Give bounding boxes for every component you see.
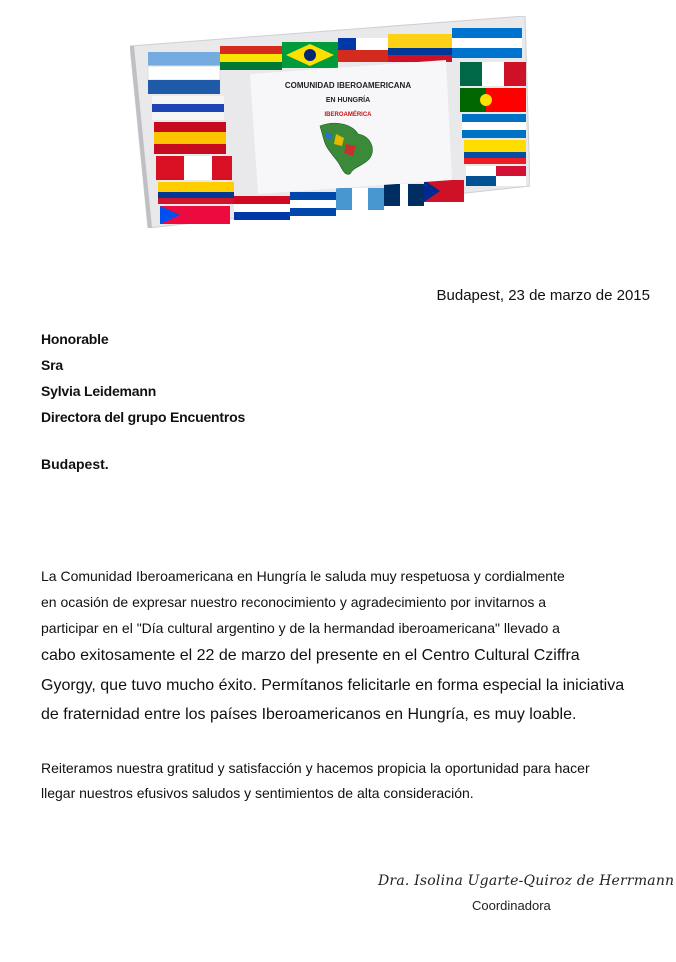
banner-title-line2: EN HUNGRÍA [325, 97, 371, 104]
paragraph-line: cabo exitosamente el 22 de marzo del presente en el Centro Cultural Cziffra [41, 647, 580, 664]
banner-title-line1: COMUNIDAD IBEROAMERICANA [284, 81, 412, 90]
addressee-line: Sra [41, 357, 63, 373]
paragraph-line: Reiteramos nuestra gratitud y satisfacción y hacemos propicia la oportunidad para hacer [41, 760, 590, 776]
addressee-line: Sylvia Leidemann [41, 383, 157, 399]
addressee-block [41, 326, 245, 430]
addressee-city: Budapest. [41, 456, 109, 472]
signature-name: Dra. Isolina Ugarte-Quiroz de Herrmann [378, 873, 675, 889]
flag-strip-right [460, 62, 526, 186]
paragraph-line: participar en el "Día cultural argentino y de la hermandad iberoamericana" llevado a [41, 620, 560, 636]
banner-center-card [250, 60, 452, 194]
paragraph-line: en ocasión de expresar nuestro reconocimiento y agradecimiento por invitarnos a [41, 594, 547, 610]
addressee-line: Directora del grupo Encuentros [41, 409, 246, 425]
paragraph-line: La Comunidad Iberoamericana en Hungría le saluda muy respetuosa y cordialmente [41, 568, 565, 584]
banner-subtitle: IBEROAMÉRICA [324, 112, 372, 118]
addressee-line: Honorable [41, 331, 109, 347]
iberoamerica-flags-banner [130, 16, 530, 228]
paragraph-line: Gyorgy, que tuvo mucho éxito. Permítanos felicitarle en forma especial la iniciativa [41, 677, 625, 694]
letter-date: Budapest, 23 de marzo de 2015 [436, 287, 650, 304]
paragraph-line: llegar nuestros efusivos saludos y sentimientos de alta consideración. [41, 785, 474, 801]
paragraph-line: de fraternidad entre los países Iberoamericanos en Hungría, es muy loable. [41, 706, 577, 723]
signature-role: Coordinadora [472, 898, 551, 913]
